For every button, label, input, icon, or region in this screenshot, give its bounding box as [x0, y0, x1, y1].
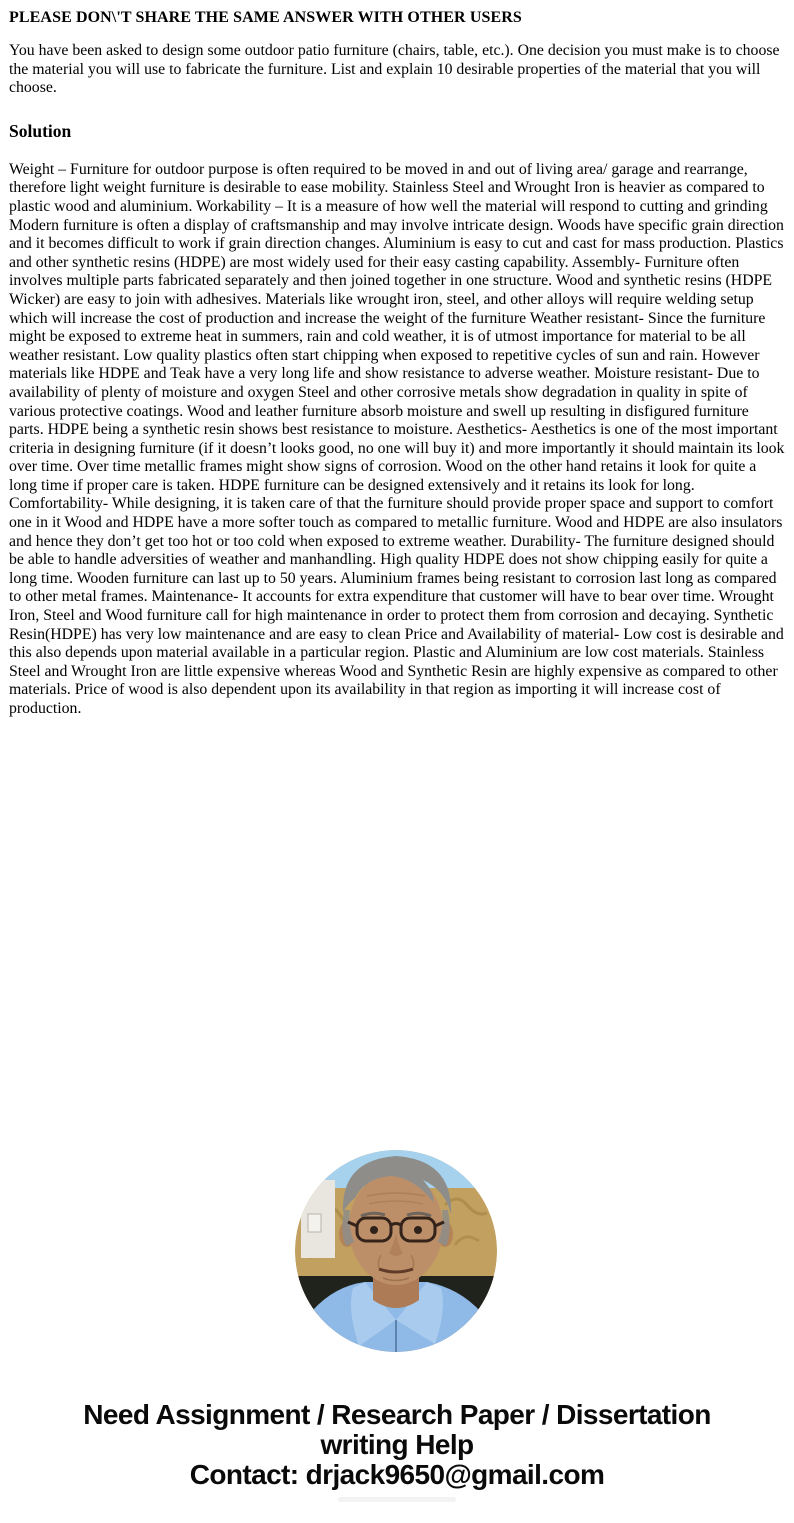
person-photo-illustration [295, 1150, 497, 1352]
document-content [0, 0, 794, 719]
promo-line-1: Need Assignment / Research Paper / Dissertation [83, 1399, 711, 1430]
solution-heading: Solution [9, 120, 72, 141]
promo-line-2: writing Help [320, 1429, 474, 1460]
footer-divider [338, 1497, 456, 1502]
tutor-avatar [295, 1150, 497, 1352]
question-paragraph: You have been asked to design some outdoor patio furniture (chairs, table, etc.). One decision you must make is to choose the material you will use to fabricate the furniture. List and explain 10 desirable properties of the material that you will choose. [9, 42, 780, 97]
promo-contact-email: Contact: drjack9650@gmail.com [189, 1459, 605, 1490]
warning-title: PLEASE DON\'T SHARE THE SAME ANSWER WITH OTHER USERS [9, 9, 522, 26]
solution-paragraph: Weight – Furniture for outdoor purpose is often required to be moved in and out of living area/ garage and rearrange, therefore light weight furniture is desirable to ease mobility. Stainless Steel and Wrought Iron is heavier as compared to plastic wood and aluminium. Workability – It is a measure of how well the material will respond to cutting and grinding Modern furniture is often a display of craftsmanship and may involve intricate design. Woods have specific grain direction and it becomes difficult to work if grain direction changes. Aluminium is easy to cut and cast for mass production. Plastics and other synthetic resins (HDPE) are most widely used for their easy casting capability. Assembly- Furniture often involves multiple parts fabricated separately and then joined together in one structure. Wood and synthetic resins (HDPE Wicker) are easy to join with adhesives. Materials like wrought iron, steel, and other alloys will require welding setup which will increase the cost of production and increase the weight of the furniture Weather resistant- Since the furniture might be exposed to extreme heat in summers, rain and cold weather, it is of utmost importance for material to be all weather resistant. Low quality plastics often start chipping when exposed to repetitive cycles of sun and rain. However materials like HDPE and Teak have a very long life and show resistance to adverse weather. Moisture resistant- Due to availability of plenty of moisture and oxygen Steel and other corrosive metals show degradation in quality in spite of various protective coatings. Wood and leather furniture absorb moisture and swell up resulting in disfigured furniture parts. HDPE being a synthetic resin shows best resistance to moisture. Aesthetics- Aesthetics is one of the most important criteria in designing furniture (if it doesn’t looks good, no one will buy it) and more importantly it should maintain its look over time. Over time metallic frames might show signs of corrosion. Wood on the other hand retains it look for quite a long time if proper care is taken. HDPE furniture can be designed extensively and it retains its look for long. Comfortability- While designing, it is taken care of that the furniture should provide proper space and support to comfort one in it Wood and HDPE have a more softer touch as compared to metallic furniture. Wood and HDPE are also insulators and hence they don’t get too hot or too cold when exposed to extreme weather. Durability- The furniture designed should be able to handle adversities of weather and manhandling. High quality HDPE does not show chipping easily for quite a long time. Wooden furniture can last up to 50 years. Aluminium frames being resistant to corrosion last long as compared to other metal frames. Maintenance- It accounts for extra expenditure that customer will have to bear over time. Wrought Iron, Steel and Wood furniture call for high maintenance in order to protect them from corrosion and decaying. Synthetic Resin(HDPE) has very low maintenance and are easy to clean Price and Availability of material- Low cost is desirable and this also depends upon material available in a particular region. Plastic and Aluminium are low cost materials. Stainless Steel and Wrought Iron are little expensive whereas Wood and Synthetic Resin are highly expensive as compared to other materials. Price of wood is also dependent upon its availability in that region as importing it will increase cost of production. [9, 160, 785, 717]
promo-block [0, 1400, 794, 1490]
